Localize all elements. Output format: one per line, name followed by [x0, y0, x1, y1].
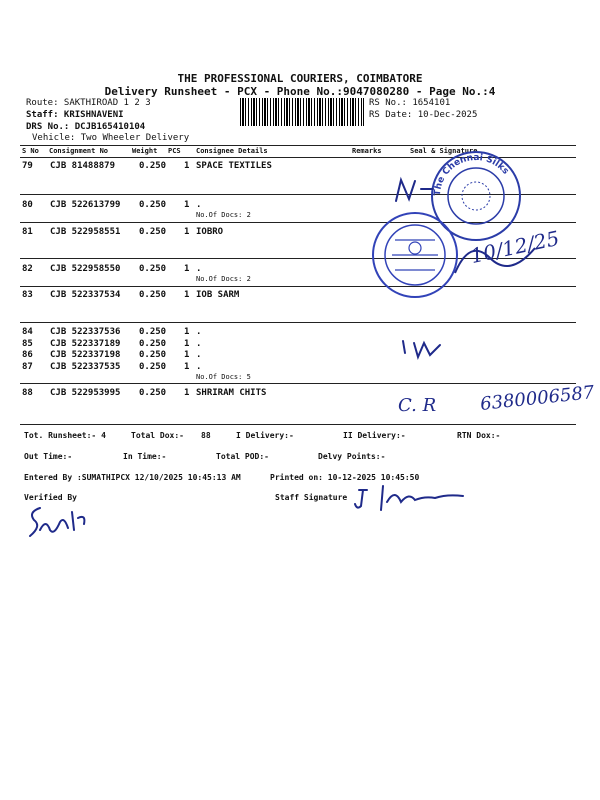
- col-pcs: PCS: [168, 147, 181, 155]
- docs-note: No.Of Docs: 2: [196, 275, 251, 283]
- row-consignee: .: [196, 200, 202, 210]
- row-rule: [20, 322, 576, 323]
- entered-by: Entered By :SUMATHIPCX 12/10/2025 10:45:13 AM: [24, 473, 241, 482]
- row-pcs: 1: [184, 264, 190, 274]
- staff-label: Staff: KRISHNAVENI: [26, 110, 124, 120]
- row-sno: 79: [22, 161, 33, 171]
- col-consignment: Consignment No: [49, 147, 109, 155]
- row-consignment: CJB 522958551: [50, 227, 121, 237]
- row-consignee: SPACE TEXTILES: [196, 161, 272, 171]
- staff-signature-label: Staff Signature: [275, 493, 348, 502]
- remark-signature: [400, 337, 445, 362]
- table-row: [22, 350, 578, 362]
- tot-runsheet: Tot. Runsheet:- 4: [24, 431, 106, 440]
- printed-on: Printed on: 10-12-2025 10:45:50: [270, 473, 420, 482]
- row-consignment: CJB 522953995: [50, 388, 121, 398]
- row-consignment: CJB 522337536: [50, 327, 121, 337]
- row-sno: 83: [22, 290, 33, 300]
- row-sno: 82: [22, 264, 33, 274]
- barcode: [240, 98, 364, 126]
- col-consignee: Consignee Details: [196, 147, 268, 155]
- row-consignee: IOBRO: [196, 227, 224, 237]
- total-pod: Total POD:-: [216, 452, 269, 461]
- initials-signature: [393, 175, 463, 205]
- in-time: In Time:-: [123, 452, 167, 461]
- vehicle-label: Vehicle: Two Wheeler Delivery: [32, 133, 190, 143]
- row-consignment: CJB 522337198: [50, 350, 121, 360]
- table-row: [22, 327, 578, 339]
- row-sno: 87: [22, 362, 33, 372]
- rs-date: RS Date: 10-Dec-2025: [369, 110, 478, 120]
- delvy-points: Delvy Points:-: [318, 452, 386, 461]
- row-consignment: CJB 522613799: [50, 200, 121, 210]
- col-sno: S No: [22, 147, 39, 155]
- row-consignment: CJB 522337535: [50, 362, 121, 372]
- table-row: [22, 290, 578, 302]
- row-pcs: 1: [184, 290, 190, 300]
- row-consignment: CJB 522337534: [50, 290, 121, 300]
- row-pcs: 1: [184, 339, 190, 349]
- row-pcs: 1: [184, 362, 190, 372]
- row-consignment: CJB 522337189: [50, 339, 121, 349]
- row-pcs: 1: [184, 227, 190, 237]
- row-consignee: SHRIRAM CHITS: [196, 388, 267, 398]
- row-consignee: .: [196, 339, 202, 349]
- i-delivery: I Delivery:-: [236, 431, 294, 440]
- ii-delivery: II Delivery:-: [343, 431, 406, 440]
- rs-number: RS No.: 1654101: [369, 98, 451, 108]
- docs-note: No.Of Docs: 5: [196, 373, 251, 381]
- col-remarks: Remarks: [352, 147, 382, 155]
- table-bottom-rule: [20, 424, 576, 425]
- row-consignee: .: [196, 327, 202, 337]
- row-sno: 81: [22, 227, 33, 237]
- handwritten-initials: C. R: [398, 395, 437, 416]
- row-sno: 88: [22, 388, 33, 398]
- row-consignee: .: [196, 362, 202, 372]
- row-weight: 0.250: [139, 227, 167, 237]
- table-row: [22, 362, 578, 374]
- col-weight: Weight: [132, 147, 158, 155]
- verified-by: Verified By: [24, 493, 77, 502]
- row-pcs: 1: [184, 161, 190, 171]
- row-consignee: IOB SARM: [196, 290, 240, 300]
- handwritten-date: 10/12/25: [468, 225, 562, 269]
- route-label: Route: SAKTHIROAD 1 2 3: [26, 98, 151, 108]
- row-rule: [20, 286, 576, 287]
- row-weight: 0.250: [139, 200, 167, 210]
- row-consignment: CJB 522958550: [50, 264, 121, 274]
- company-title: THE PROFESSIONAL COURIERS, COIMBATORE: [177, 72, 423, 85]
- row-sno: 80: [22, 200, 33, 210]
- row-rule: [20, 383, 576, 384]
- row-weight: 0.250: [139, 339, 167, 349]
- col-seal-signature: Seal & Signature: [410, 147, 478, 155]
- row-weight: 0.250: [139, 362, 167, 372]
- row-weight: 0.250: [139, 388, 167, 398]
- row-weight: 0.250: [139, 350, 167, 360]
- row-weight: 0.250: [139, 327, 167, 337]
- total-dox-label: Total Dox:-: [131, 431, 184, 440]
- row-pcs: 1: [184, 327, 190, 337]
- row-pcs: 1: [184, 388, 190, 398]
- staff-signature: [355, 484, 475, 514]
- drs-number: DRS No.: DCJB165410104: [26, 122, 146, 132]
- row-weight: 0.250: [139, 264, 167, 274]
- total-dox-value: 88: [201, 431, 211, 440]
- docs-note: No.Of Docs: 2: [196, 211, 251, 219]
- row-sno: 85: [22, 339, 33, 349]
- row-pcs: 1: [184, 200, 190, 210]
- regional-office-stamp: [370, 210, 460, 300]
- stamp-text: The Chennai Silks: [432, 152, 511, 197]
- table-top-rule: [20, 145, 576, 146]
- row-weight: 0.250: [139, 290, 167, 300]
- row-consignment: CJB 81488879: [50, 161, 116, 171]
- out-time: Out Time:-: [24, 452, 73, 461]
- handwritten-phone: 6380006587: [479, 382, 596, 415]
- rtn-dox: RTN Dox:-: [457, 431, 501, 440]
- row-sno: 84: [22, 327, 33, 337]
- runsheet-title: Delivery Runsheet - PCX - Phone No.:9047080280 - Page No.:4: [104, 85, 496, 98]
- row-consignee: .: [196, 350, 202, 360]
- row-sno: 86: [22, 350, 33, 360]
- verified-signature: [26, 500, 96, 542]
- row-weight: 0.250: [139, 161, 167, 171]
- row-pcs: 1: [184, 350, 190, 360]
- row-consignee: .: [196, 264, 202, 274]
